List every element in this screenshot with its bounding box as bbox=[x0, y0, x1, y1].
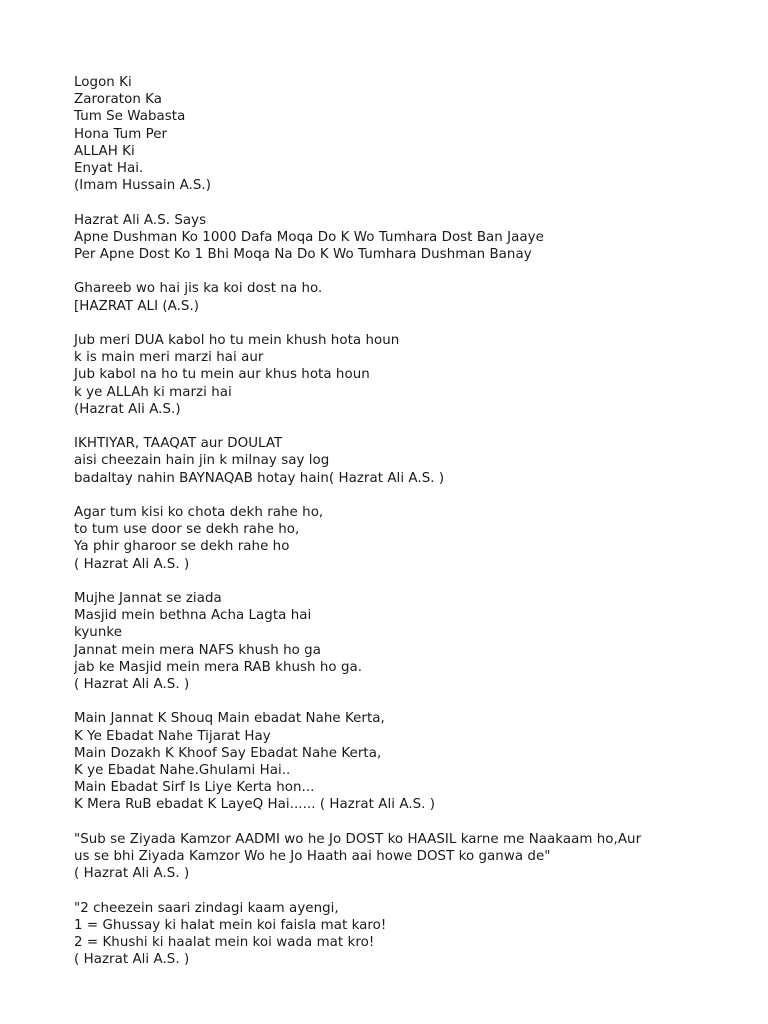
text-line: Main Ebadat Sirf Is Liye Kerta hon... bbox=[74, 780, 315, 796]
text-line: 2 = Khushi ki haalat mein koi wada mat kro! bbox=[74, 935, 375, 951]
quote-block-7 bbox=[74, 590, 754, 693]
text-line: IKHTIYAR, TAAQAT aur DOULAT bbox=[74, 436, 283, 452]
text-line: us se bhi Ziyada Kamzor Wo he Jo Haath aai howe DOST ko ganwa de" bbox=[74, 849, 551, 865]
text-line: Ya phir gharoor se dekh rahe ho bbox=[74, 539, 290, 555]
text-line: ALLAH Ki bbox=[74, 143, 135, 159]
text-line: k is main meri marzi hai aur bbox=[74, 350, 264, 366]
document-page bbox=[74, 74, 754, 986]
text-line: Jub kabol na ho tu mein aur khus hota houn bbox=[74, 367, 370, 383]
quote-block-5 bbox=[74, 435, 754, 487]
quote-block-1 bbox=[74, 74, 754, 194]
text-line: kyunke bbox=[74, 625, 122, 641]
attribution-line: (Imam Hussain A.S.) bbox=[74, 178, 212, 194]
attribution-line: [HAZRAT ALI (A.S.) bbox=[74, 298, 200, 314]
text-line: Enyat Hai. bbox=[74, 161, 144, 177]
text-line: Apne Dushman Ko 1000 Dafa Moqa Do K Wo Tumhara Dost Ban Jaaye bbox=[74, 229, 544, 245]
text-line: Jub meri DUA kabol ho tu mein khush hota houn bbox=[74, 333, 400, 348]
text-line: Hazrat Ali A.S. Says bbox=[74, 212, 207, 228]
text-line: badaltay nahin BAYNAQAB hotay hain( Hazrat Ali A.S. ) bbox=[74, 470, 445, 486]
text-line: Agar tum kisi ko chota dekh rahe ho, bbox=[74, 505, 324, 520]
text-line: k ye ALLAh ki marzi hai bbox=[74, 384, 232, 400]
text-line: 1 = Ghussay ki halat mein koi faisla mat karo! bbox=[74, 917, 387, 933]
text-line: to tum use door se dekh rahe ho, bbox=[74, 522, 300, 538]
text-line: Masjid mein bethna Acha Lagta hai bbox=[74, 608, 312, 624]
quote-block-4 bbox=[74, 332, 754, 418]
quote-block-10 bbox=[74, 900, 754, 969]
text-line: Mujhe Jannat se ziada bbox=[74, 591, 222, 606]
text-line: "Sub se Ziyada Kamzor AADMI wo he Jo DOST ko HAASIL karne me Naakaam ho,Aur bbox=[74, 831, 642, 847]
text-line: Jannat mein mera NAFS khush ho ga bbox=[74, 642, 321, 658]
attribution-line: ( Hazrat Ali A.S. ) bbox=[74, 866, 190, 882]
text-line: Logon Ki bbox=[74, 75, 132, 90]
text-line: Per Apne Dost Ko 1 Bhi Moqa Na Do K Wo Tumhara Dushman Banay bbox=[74, 247, 532, 263]
text-line: Hona Tum Per bbox=[74, 126, 168, 142]
text-line: jab ke Masjid mein mera RAB khush ho ga. bbox=[74, 659, 363, 675]
text-line: Ghareeb wo hai jis ka koi dost na ho. bbox=[74, 281, 323, 297]
text-line: aisi cheezain hain jin k milnay say log bbox=[74, 453, 330, 469]
text-line: Main Jannat K Shouq Main ebadat Nahe Kerta, bbox=[74, 711, 385, 727]
text-line: K Ye Ebadat Nahe Tijarat Hay bbox=[74, 728, 271, 744]
text-line: "2 cheezein saari zindagi kaam ayengi, bbox=[74, 900, 339, 916]
quote-block-8 bbox=[74, 710, 754, 813]
text-line: K Mera RuB ebadat K LayeQ Hai...... ( Hazrat Ali A.S. ) bbox=[74, 797, 436, 813]
text-line: Zaroraton Ka bbox=[74, 92, 163, 108]
quote-block-3 bbox=[74, 280, 754, 314]
quote-block-9 bbox=[74, 831, 754, 883]
attribution-line: ( Hazrat Ali A.S. ) bbox=[74, 677, 190, 693]
attribution-line: ( Hazrat Ali A.S. ) bbox=[74, 952, 190, 968]
quote-block-2 bbox=[74, 212, 754, 264]
quote-block-6 bbox=[74, 504, 754, 573]
attribution-line: ( Hazrat Ali A.S. ) bbox=[74, 556, 190, 572]
text-line: Main Dozakh K Khoof Say Ebadat Nahe Kerta, bbox=[74, 745, 382, 761]
attribution-line: (Hazrat Ali A.S.) bbox=[74, 401, 181, 417]
text-line: K ye Ebadat Nahe.Ghulami Hai.. bbox=[74, 763, 291, 779]
text-line: Tum Se Wabasta bbox=[74, 109, 186, 125]
